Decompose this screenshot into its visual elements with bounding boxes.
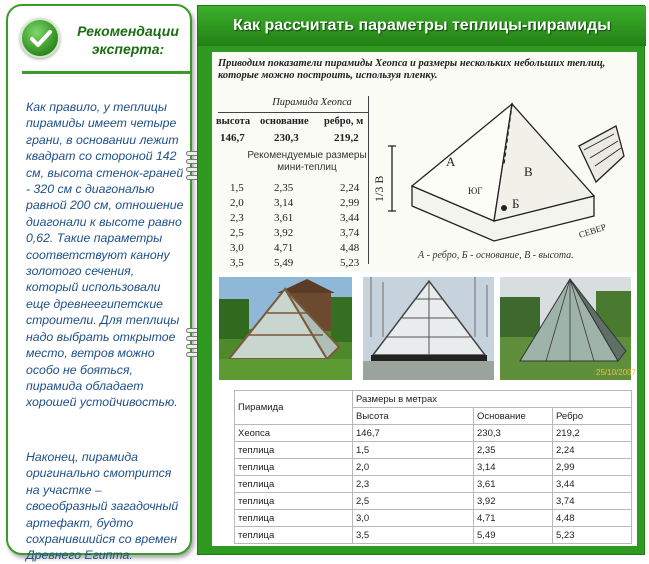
- scan-table-divider: [368, 96, 369, 264]
- pyramid-diagram: [372, 86, 636, 246]
- table-cell: 2,24: [553, 442, 632, 459]
- scan-cell: 4,48: [340, 242, 360, 254]
- table-cell: теплица: [235, 442, 353, 459]
- table-header-base: Основание: [474, 408, 553, 425]
- scan-row: [212, 212, 372, 226]
- table-cell: 3,44: [553, 476, 632, 493]
- table-cell: 2,5: [353, 493, 474, 510]
- scan-cell: 2,24: [340, 182, 360, 194]
- table-cell: 3,92: [474, 493, 553, 510]
- scan-cell: 5,49: [274, 257, 294, 269]
- scan-cell: 1,5: [230, 182, 244, 194]
- scanned-book-excerpt: [212, 52, 637, 272]
- scan-cell: 3,14: [274, 197, 294, 209]
- table-cell: теплица: [235, 493, 353, 510]
- center-point: [501, 205, 507, 211]
- scan-cell: 2,35: [274, 182, 294, 194]
- table-cell: Хеопса: [235, 425, 353, 442]
- table-cell: 3,61: [474, 476, 553, 493]
- scan-row: [212, 197, 372, 211]
- table-cell: 2,35: [474, 442, 553, 459]
- scan-cell: 2,99: [340, 197, 360, 209]
- page-title: Как рассчитать параметры теплицы-пирамиды: [233, 17, 611, 34]
- scan-cell: 2,0: [230, 197, 244, 209]
- scan-table-rule: [218, 112, 368, 113]
- greenhouse-photo: [500, 277, 637, 380]
- label-b: Б: [512, 196, 520, 211]
- table-cell: 146,7: [353, 425, 474, 442]
- table-cell: 5,23: [553, 527, 632, 544]
- scan-row: [212, 182, 372, 196]
- label-south: ЮГ: [468, 186, 483, 196]
- scan-cheops-edge: 219,2: [334, 132, 359, 144]
- title-bar: [198, 6, 646, 46]
- table-cell: теплица: [235, 527, 353, 544]
- table-header-pyramid: Пирамида: [235, 391, 353, 425]
- scan-cell: 3,61: [274, 212, 294, 224]
- label-v: В: [524, 164, 533, 179]
- label-a: А: [446, 154, 456, 169]
- table-header-row: [235, 391, 632, 408]
- label-ratio: 1/3 В: [372, 175, 386, 202]
- table-row: [235, 425, 632, 442]
- panel-heading-line2: эксперта:: [91, 41, 165, 57]
- table-header-height: Высота: [353, 408, 474, 425]
- greenhouse-photo: [219, 277, 352, 380]
- article-content: [212, 52, 637, 546]
- photo-date-stamp: 25/10/2007: [596, 368, 637, 377]
- label-north: СЕВЕР: [577, 221, 608, 240]
- scan-cell: 3,92: [274, 227, 294, 239]
- scan-cell: 3,0: [230, 242, 244, 254]
- table-cell: 3,0: [353, 510, 474, 527]
- scan-cell: 3,5: [230, 257, 244, 269]
- table-cell: теплица: [235, 459, 353, 476]
- table-cell: 1,5: [353, 442, 474, 459]
- table-cell: 2,3: [353, 476, 474, 493]
- expert-paragraph-1: Как правило, у теплицы пирамиды имеет четыре грани, в основании лежит квадрат со стороной 142 см, высота стенок-граней - 320 см с диагональю равной 200 см, отношение диагонали к высоте равно 0,62. Такие параметры соответствуют канону золотого сечения, который использовали еще древнеегипетские строители. Для теплицы надо выбрать открытое место, ветров можно особо не бояться, пирамида обладает хорошей устойчивостью.: [26, 100, 184, 410]
- table-row: [235, 459, 632, 476]
- scan-header-base: основание: [260, 116, 309, 127]
- panel-heading-line1: Рекомендации: [77, 23, 179, 39]
- table-header-dimensions: Размеры в метрах: [353, 391, 632, 408]
- table-cell: 4,71: [474, 510, 553, 527]
- dimensions-table: [234, 390, 632, 544]
- table-cell: 2,0: [353, 459, 474, 476]
- table-cell: 3,5: [353, 527, 474, 544]
- scan-cheops-base: 230,3: [274, 132, 299, 144]
- scan-table-title: Пирамида Хеопса: [272, 97, 352, 108]
- scan-cell: 4,71: [274, 242, 294, 254]
- table-row: [235, 510, 632, 527]
- table-cell: 3,74: [553, 493, 632, 510]
- scan-row: [212, 242, 372, 256]
- scan-cell: 2,3: [230, 212, 244, 224]
- table-cell: 5,49: [474, 527, 553, 544]
- scan-cell: 5,23: [340, 257, 360, 269]
- diagram-caption: А - ребро, Б - основание, В - высота.: [418, 250, 574, 261]
- table-cell: 230,3: [474, 425, 553, 442]
- scan-cell: 3,74: [340, 227, 360, 239]
- scan-row: [212, 227, 372, 241]
- table-row: [235, 442, 632, 459]
- scan-cell: 3,44: [340, 212, 360, 224]
- table-row: [235, 527, 632, 544]
- scan-intro-text: Приводим показатели пирамиды Хеопса и размеры нескольких небольших теплиц, которые можно построить, используя пленку.: [218, 58, 606, 81]
- expert-panel: [6, 4, 192, 563]
- greenhouse-photo: [363, 277, 494, 380]
- scan-row: [212, 257, 372, 271]
- table-cell: теплица: [235, 476, 353, 493]
- scan-recommended-label: Рекомендуемые размеры мини-теплиц: [247, 150, 367, 173]
- table-cell: 3,14: [474, 459, 553, 476]
- article-panel: [197, 5, 645, 555]
- expert-badge: [20, 18, 60, 58]
- heading-divider: [22, 71, 190, 74]
- expert-paragraph-2: Наконец, пирамида оригинально смотрится на участке – своеобразный загадочный артефакт, будто сохранившийся со времен Древнего Египта.: [26, 450, 179, 563]
- table-cell: 4,48: [553, 510, 632, 527]
- checkmark-icon: [28, 26, 54, 52]
- scan-header-height: высота: [216, 116, 251, 127]
- table-cell: 2,99: [553, 459, 632, 476]
- scan-cell: 2,5: [230, 227, 244, 239]
- scan-cheops-height: 146,7: [220, 132, 245, 144]
- table-header-edge: Ребро: [553, 408, 632, 425]
- table-cell: 219,2: [553, 425, 632, 442]
- table-row: [235, 493, 632, 510]
- panel-heading: [68, 22, 188, 58]
- scan-header-edge: ребро, м: [324, 116, 364, 127]
- table-row: [235, 476, 632, 493]
- table-cell: теплица: [235, 510, 353, 527]
